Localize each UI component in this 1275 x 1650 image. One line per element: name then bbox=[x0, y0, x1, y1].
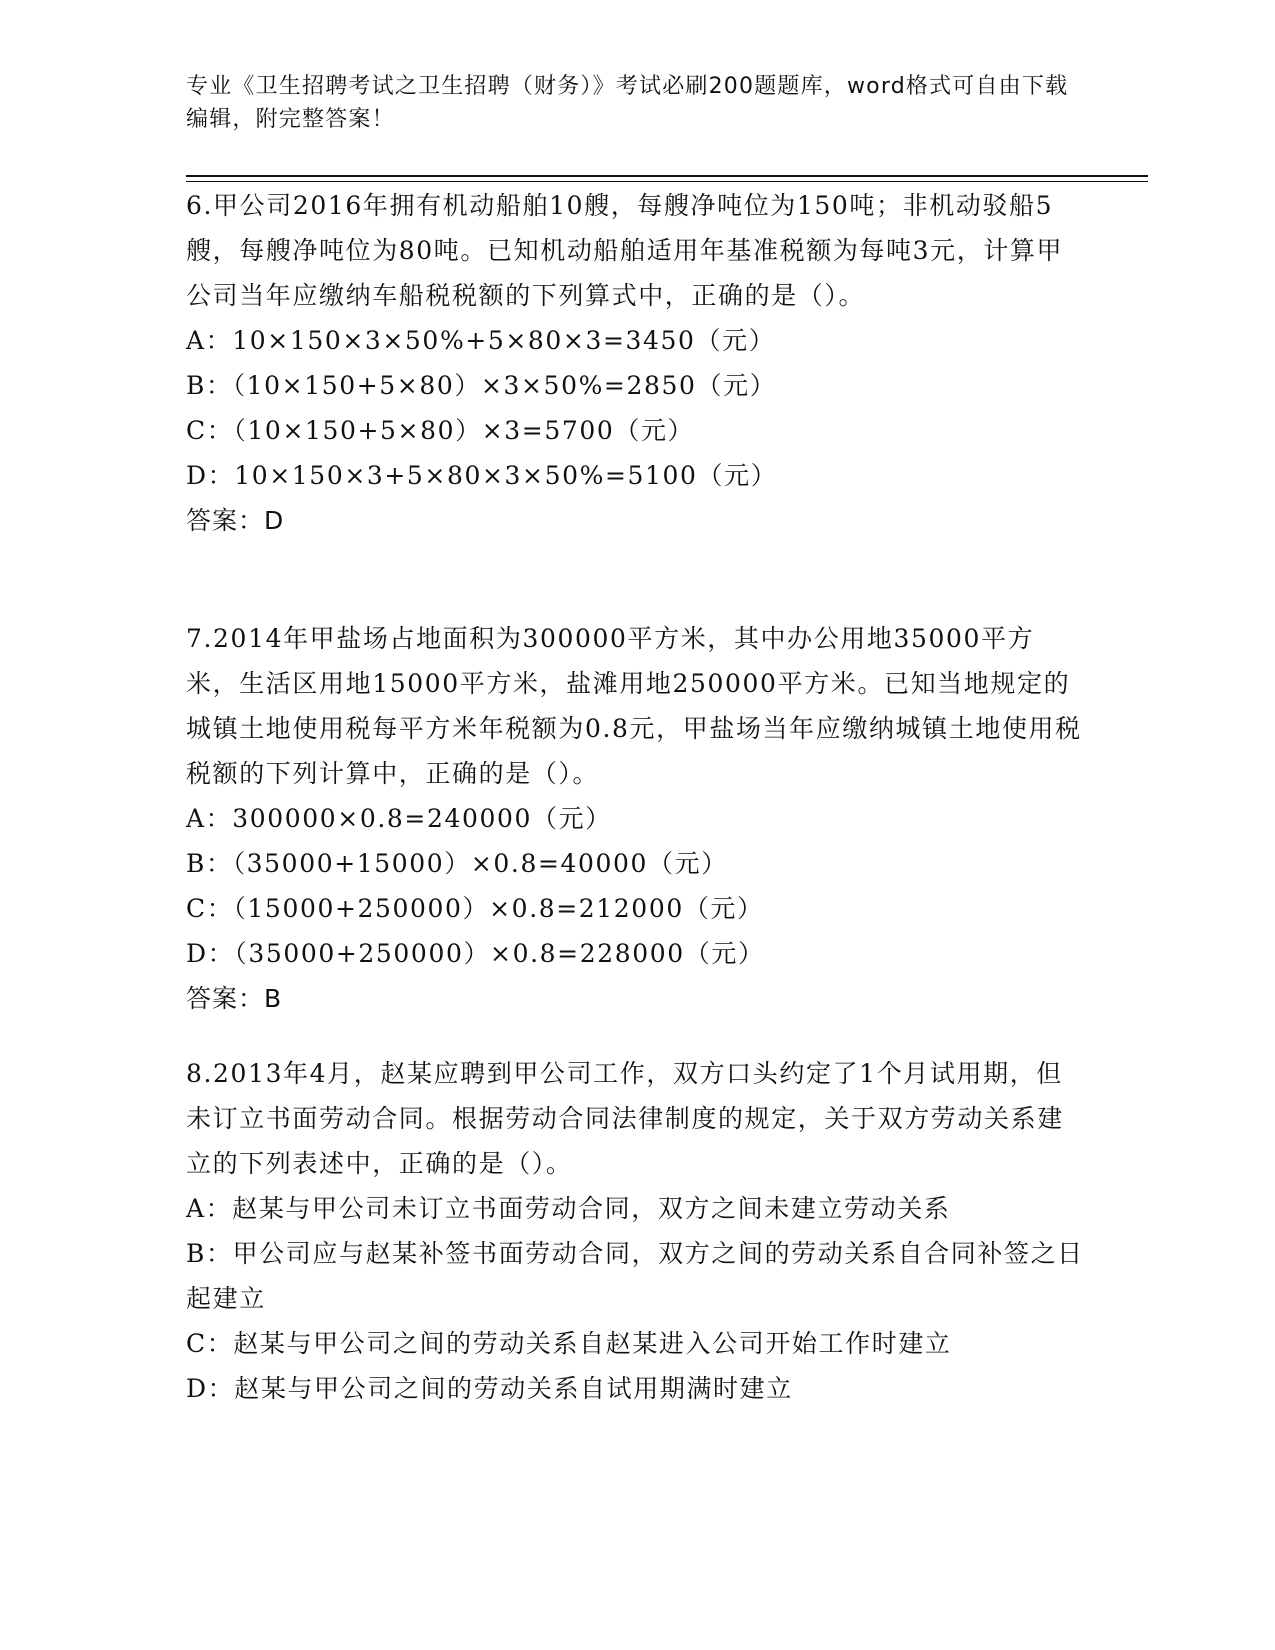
header-rule-thin bbox=[186, 181, 1148, 182]
option-b: B：（35000+15000）×0.8=40000（元） bbox=[186, 849, 728, 878]
option-b: B：甲公司应与赵某补签书面劳动合同，双方之间的劳动关系自合同补签之日起建立 bbox=[186, 1239, 1084, 1313]
option-d: D：（35000+250000）×0.8=228000（元） bbox=[186, 939, 765, 968]
question-stem: 8.2013年4月，赵某应聘到甲公司工作，双方口头约定了1个月试用期，但未订立书面劳动合同。根据劳动合同法律制度的规定，关于双方劳动关系建立的下列表述中，正确的是（）。 bbox=[186, 1059, 1064, 1178]
option-c: C：赵某与甲公司之间的劳动关系自赵某进入公司开始工作时建立 bbox=[186, 1329, 952, 1358]
document-header: 专业《卫生招聘考试之卫生招聘（财务）》考试必刷200题题库，word格式可自由下载编辑，附完整答案！ bbox=[186, 74, 1069, 132]
question-6 bbox=[186, 183, 1086, 543]
question-stem: 7.2014年甲盐场占地面积为300000平方米，其中办公用地35000平方米，生活区用地15000平方米，盐滩用地250000平方米。已知当地规定的城镇土地使用税每平方米年税额为0.8元，甲盐场当年应缴纳城镇土地使用税税额的下列计算中，正确的是（）。 bbox=[186, 624, 1082, 788]
option-a: A：300000×0.8=240000（元） bbox=[186, 804, 612, 833]
answer: 答案：B bbox=[186, 984, 283, 1013]
option-b: B：（10×150+5×80）×3×50%=2850（元） bbox=[186, 371, 777, 400]
option-c: C：（15000+250000）×0.8=212000（元） bbox=[186, 894, 764, 923]
question-7 bbox=[186, 616, 1086, 1021]
header-rule-thick bbox=[186, 175, 1148, 177]
option-d: D：赵某与甲公司之间的劳动关系自试用期满时建立 bbox=[186, 1374, 793, 1403]
option-c: C：（10×150+5×80）×3=5700（元） bbox=[186, 416, 695, 445]
option-d: D：10×150×3+5×80×3×50%=5100（元） bbox=[186, 461, 778, 490]
option-a: A：10×150×3×50%+5×80×3=3450（元） bbox=[186, 326, 776, 355]
option-a: A：赵某与甲公司未订立书面劳动合同，双方之间未建立劳动关系 bbox=[186, 1194, 951, 1223]
answer: 答案：D bbox=[186, 506, 285, 535]
question-stem: 6.甲公司2016年拥有机动船舶10艘，每艘净吨位为150吨；非机动驳船5艘，每艘净吨位为80吨。已知机动船舶适用年基准税额为每吨3元，计算甲公司当年应缴纳车船税税额的下列算式中，正确的是（）。 bbox=[186, 191, 1064, 310]
question-8 bbox=[186, 1051, 1086, 1411]
